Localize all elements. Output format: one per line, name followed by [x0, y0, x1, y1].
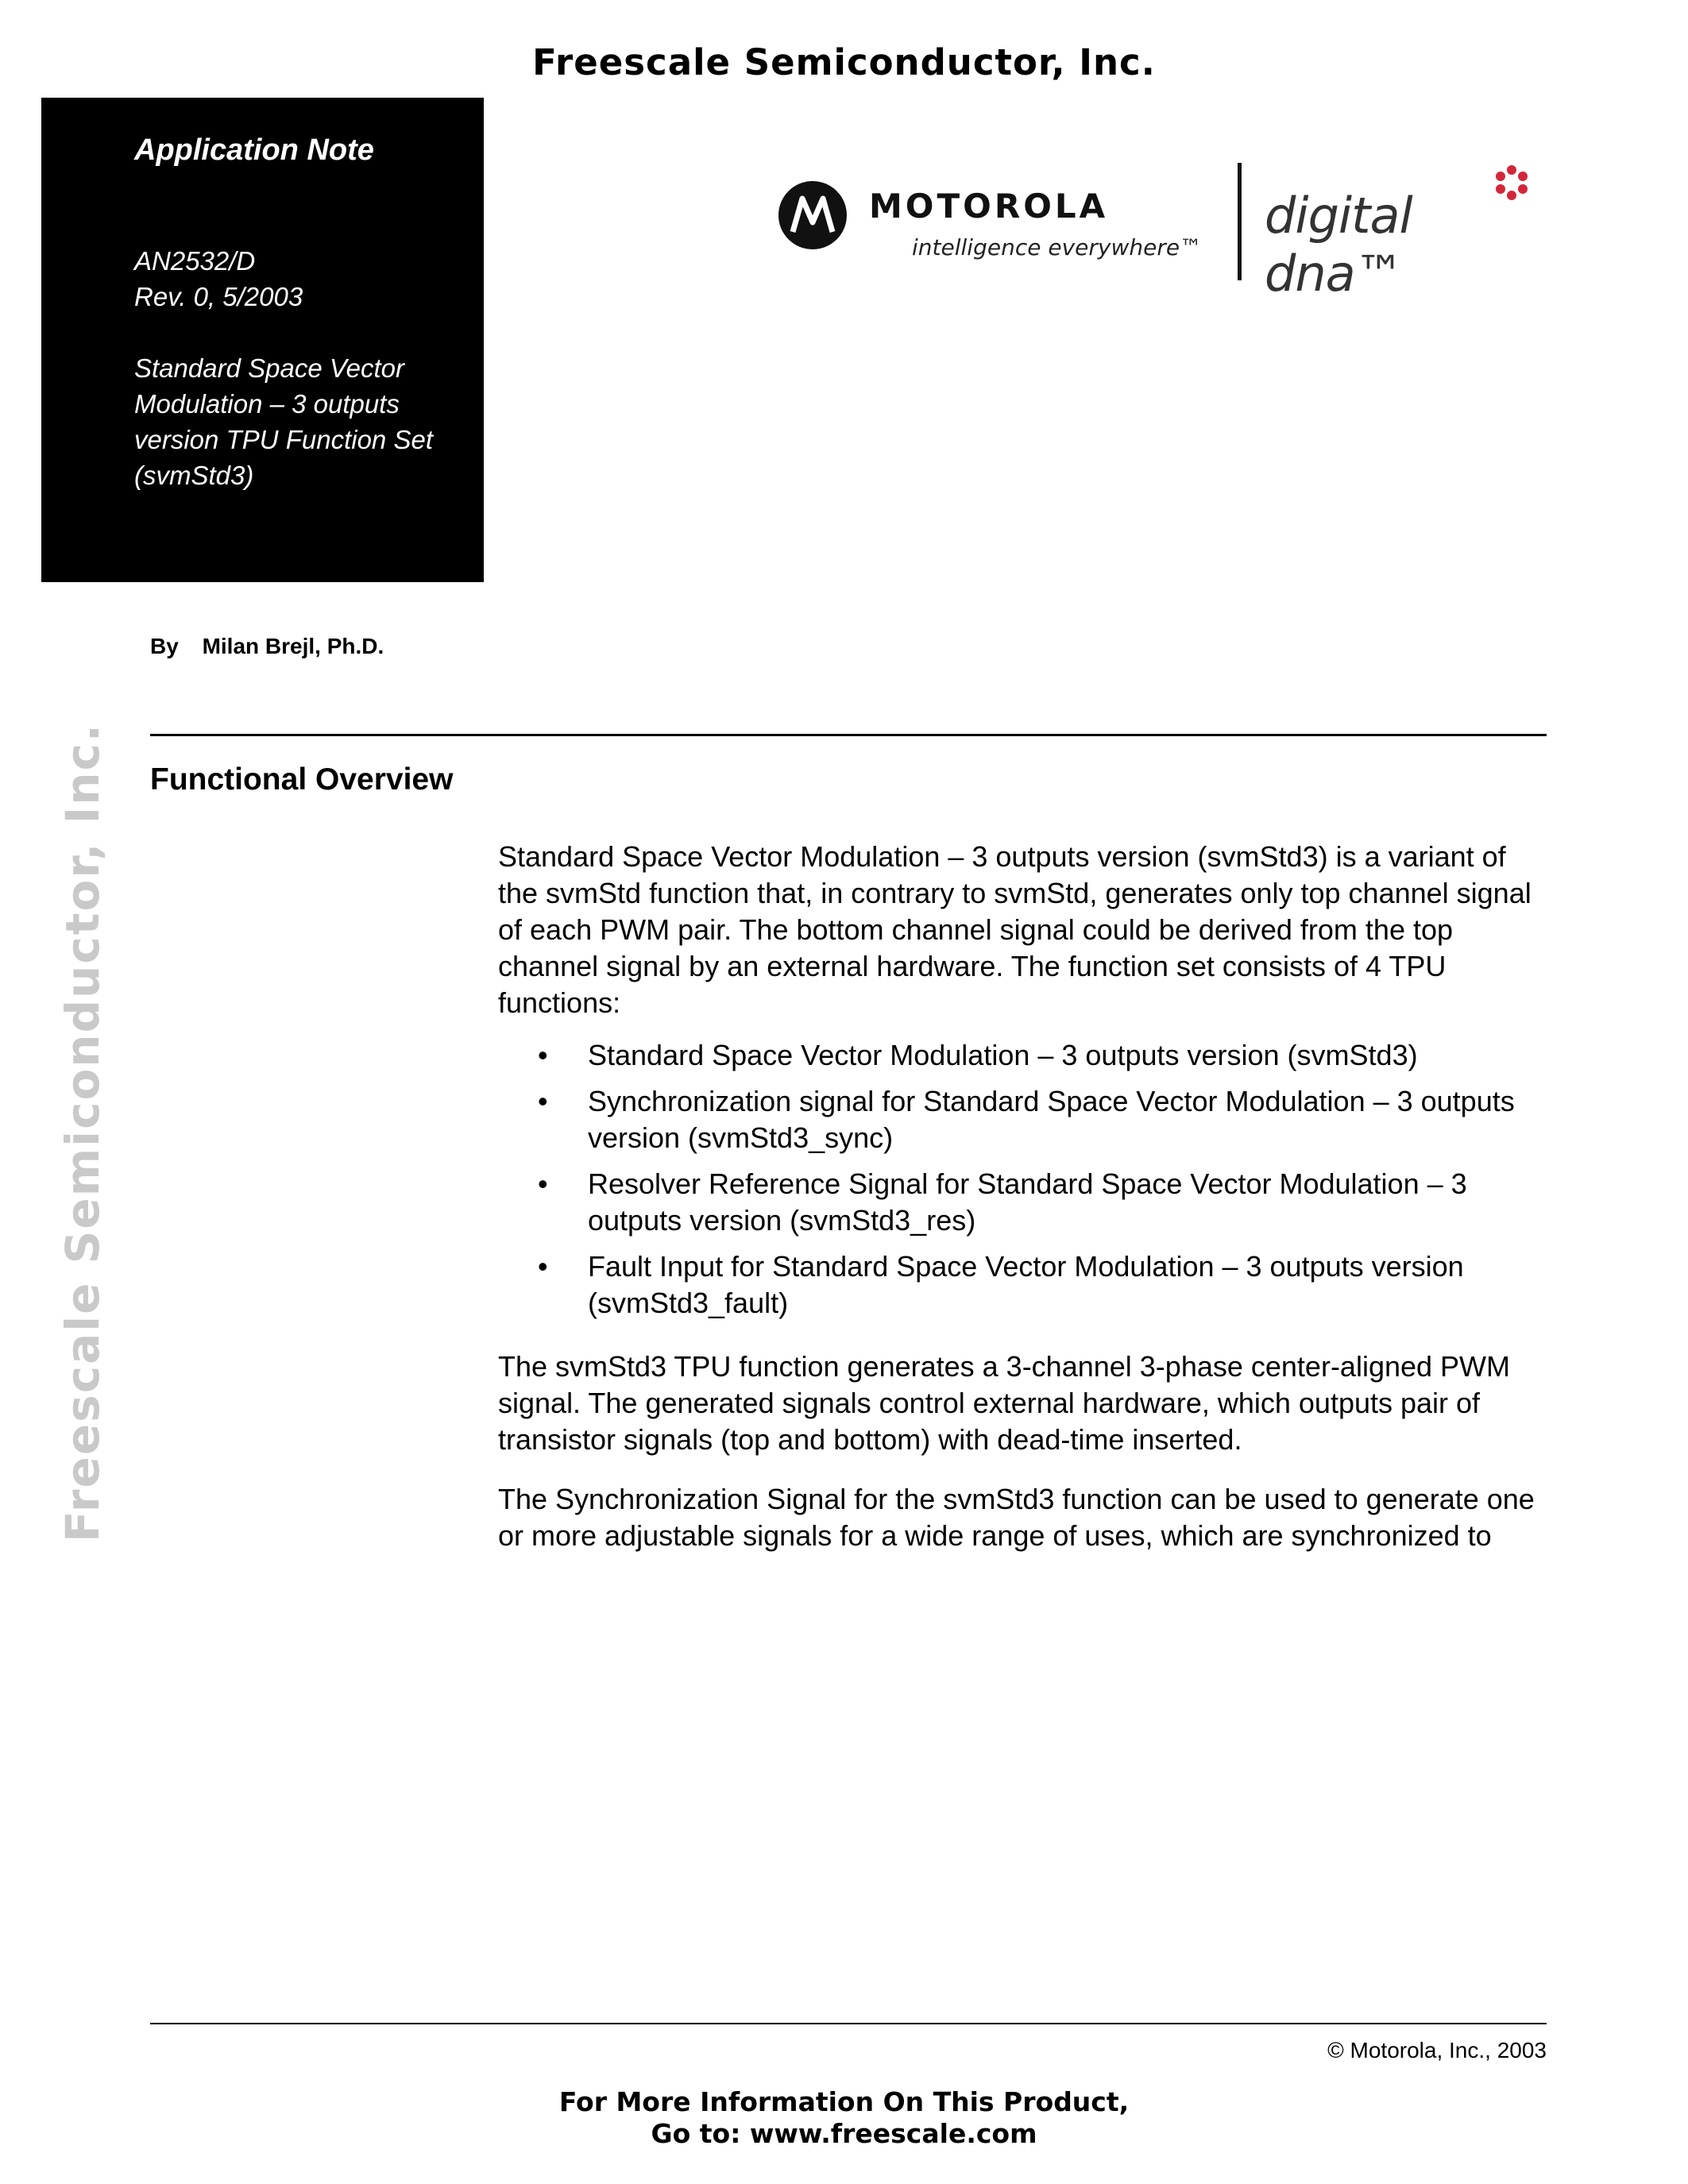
doc-title-line: Modulation – 3 outputs	[134, 389, 400, 419]
motorola-tagline: intelligence everywhere™	[912, 234, 1203, 260]
logo-banner	[778, 163, 1541, 303]
motorola-batwing-icon	[778, 181, 847, 249]
section-heading: Functional Overview	[150, 762, 454, 797]
digitaldna-wordmark: digital dna™	[1265, 187, 1412, 303]
list-item-text: Fault Input for Standard Space Vector Modulation – 3 outputs version (svmStd3_fault)	[588, 1250, 1464, 1319]
side-watermark: Freescale Semiconductor, Inc.	[56, 723, 110, 1542]
footer-line: For More Information On This Product,	[558, 2086, 1130, 2117]
bullet-marker: •	[538, 1085, 548, 1117]
list-item	[498, 1166, 1547, 1239]
doc-number: AN2532/D	[134, 246, 256, 276]
document-title	[134, 350, 476, 493]
digitaldna-flower-icon	[1492, 163, 1532, 206]
doc-revision: Rev. 0, 5/2003	[134, 282, 303, 311]
motorola-wordmark: MOTOROLA	[869, 187, 1109, 226]
body-paragraph: The svmStd3 TPU function generates a 3-channel 3-phase center-aligned PWM signal. The generated signals control external hardware, which outputs pair of transistor signals (top and bottom) with dead-time inserted.	[498, 1350, 1511, 1456]
footer-link[interactable]: Go to: www.freescale.com	[651, 2118, 1037, 2149]
list-item	[498, 1083, 1547, 1156]
section-divider	[150, 734, 1547, 736]
document-id-block	[134, 243, 303, 314]
bullet-marker: •	[538, 1250, 548, 1283]
page-footer	[0, 2086, 1688, 2150]
logo-divider	[1238, 163, 1242, 280]
list-item	[498, 1248, 1547, 1322]
intro-paragraph: Standard Space Vector Modulation – 3 outputs version (svmStd3) is a variant of the svmStd function that, in contrary to svmStd, generates only top channel signal of each PWM pair. The bottom channel signal could be derived from the top channel signal by an external hardware. The function set consists of 4 TPU functions:	[498, 840, 1532, 1019]
doc-title-line: Standard Space Vector	[134, 353, 404, 383]
application-note-label: Application Note	[134, 133, 374, 167]
doc-title-line: version TPU Function Set	[134, 425, 433, 454]
copyright-notice: © Motorola, Inc., 2003	[1327, 2038, 1547, 2062]
bullet-marker: •	[538, 1039, 548, 1071]
list-item	[498, 1037, 1547, 1074]
footer-divider	[150, 2023, 1547, 2024]
author-byline	[150, 634, 384, 659]
body-paragraph: The Synchronization Signal for the svmStd3 function can be used to generate one or more adjustable signals for a wide range of uses, which are synchronized to	[498, 1483, 1535, 1552]
cover-info-box	[41, 98, 484, 582]
list-item-text: Resolver Reference Signal for Standard Space Vector Modulation – 3 outputs version (svmStd3_res)	[588, 1167, 1467, 1237]
author-name: Milan Brejl, Ph.D.	[202, 634, 384, 658]
list-item-text: Synchronization signal for Standard Space Vector Modulation – 3 outputs version (svmStd3_sync)	[588, 1085, 1515, 1154]
byline-prefix: By	[150, 634, 179, 658]
function-list	[498, 1037, 1547, 1331]
bullet-marker: •	[538, 1167, 548, 1200]
doc-title-line: (svmStd3)	[134, 461, 254, 490]
company-header: Freescale Semiconductor, Inc.	[532, 41, 1156, 83]
list-item-text: Standard Space Vector Modulation – 3 outputs version (svmStd3)	[588, 1039, 1418, 1071]
